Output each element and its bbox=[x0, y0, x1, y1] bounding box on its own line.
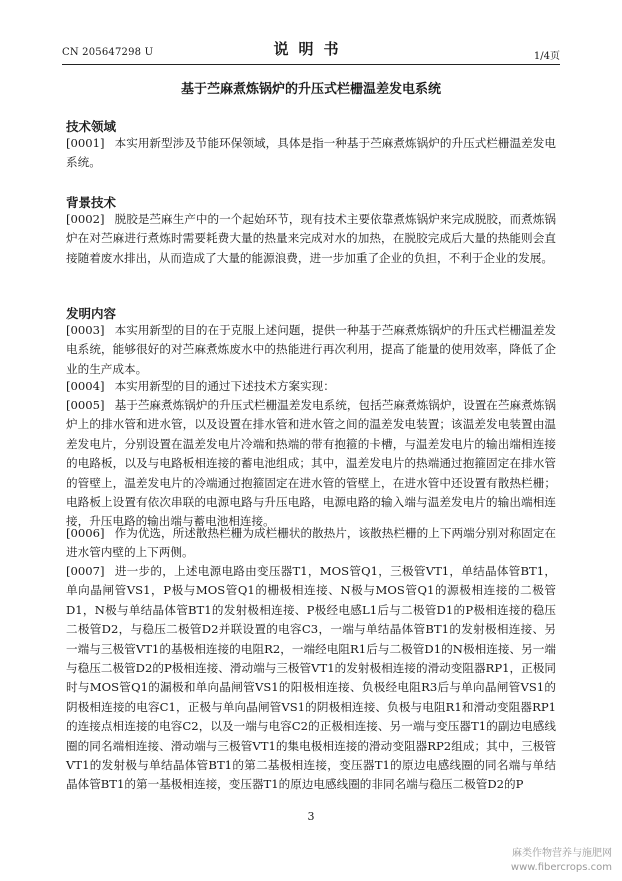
paragraph-text: 本实用新型涉及节能环保领域，具体是指一种基于苎麻煮炼锅炉的升压式栏栅温差发电系统。 bbox=[66, 136, 556, 170]
patent-number: CN 205647298 U bbox=[62, 47, 154, 58]
paragraph-text: 作为优选，所述散热栏栅为成栏栅状的散热片，该散热栏栅的上下两端分别对称固定在进水管内壁的上下两侧。 bbox=[66, 526, 556, 560]
paragraph-text: 脱胶是苎麻生产中的一个起始环节，现有技术主要依靠煮炼锅炉来完成脱胶，而煮炼锅炉在对苎麻进行煮炼时需要耗费大量的热量来完成对水的加热，在脱胶完成后大量的热能则会直接随着废水排出，从而造成了大量的能源浪费，进一步加重了企业的负担，不利于企业的发展。 bbox=[66, 212, 556, 265]
paragraph-number: [0007] bbox=[66, 564, 105, 578]
paragraph-number: [0005] bbox=[66, 398, 105, 412]
paragraph-number: [0002] bbox=[66, 212, 105, 226]
page-number: 3 bbox=[307, 810, 315, 823]
site-watermark bbox=[511, 847, 612, 875]
section-heading-background: 背景技术 bbox=[66, 195, 117, 210]
paragraph-number: [0006] bbox=[66, 526, 105, 540]
paragraph-number: [0004] bbox=[66, 379, 105, 393]
paragraph-0006 bbox=[66, 524, 556, 563]
paragraph-0007 bbox=[66, 562, 556, 795]
section-heading-summary: 发明内容 bbox=[66, 306, 117, 321]
header-divider bbox=[62, 64, 560, 65]
page-info: 1/4页 bbox=[533, 51, 560, 62]
paragraph-text: 本实用新型的目的在于克服上述问题，提供一种基于苎麻煮炼锅炉的升压式栏栅温差发电系统，能够很好的对苎麻煮炼废水中的热能进行再次利用，提高了能量的使用效率，降低了企业的生产成本。 bbox=[66, 323, 556, 376]
page-header bbox=[62, 38, 560, 66]
paragraph-0002 bbox=[66, 210, 556, 268]
document-type: 说明书 bbox=[273, 40, 349, 58]
watermark-url: www.fibercrops.com bbox=[510, 862, 612, 873]
document-title: 基于苎麻煮炼锅炉的升压式栏栅温差发电系统 bbox=[180, 82, 441, 97]
paragraph-number: [0003] bbox=[66, 323, 105, 337]
paragraph-0005 bbox=[66, 396, 556, 532]
paragraph-0004 bbox=[66, 377, 556, 396]
watermark-name: 麻类作物营养与施肥网 bbox=[512, 848, 612, 859]
paragraph-0001 bbox=[66, 134, 556, 173]
paragraph-number: [0001] bbox=[66, 136, 105, 150]
paragraph-0003 bbox=[66, 321, 556, 379]
paragraph-text: 进一步的，上述电源电路由变压器T1，MOS管Q1，三极管VT1，单结晶体管BT1，单向晶闸管VS1，P极与MOS管Q1的栅极相连接、N极与MOS管Q1的源极相连接的二极管D1，N极与单结晶体管BT1的发射极相连接、P极经电感L1后与二极管D1的P极相连接的稳压二极管D2，与稳压二极管D2并联设置的电容C3，一端与单结晶体管BT1的发射极相连接、另一端与三极管VT1的基极相连接的电阻R2，一端经电阻R1后与二极管D1的N极相连接、另一端与稳压二极管D2的P极相连接、滑动端与三极管VT1的发射极相连接的滑动变阻器RP1，正极同时与MOS管Q1的漏极和单向晶闸管VS1的阳极相连接、负极经电阻R3后与单向晶闸管VS1的阴极相连接的电容C1，正极与单向晶闸管VS1的阴极相连接、负极与电阻R1和滑动变阻器RP1的连接点相连接的电容C2，以及一端与电容C2的正极相连接、另一端与变压器T1的副边电感线圈的同名端相连接、滑动端与三极管VT1的集电极相连接的滑动变阻器RP2组成；其中，三极管VT1的发射极与单结晶体管BT1的第二基极相连接，变压器T1的原边电感线圈的同名端与单结晶体管BT1的第一基极相连接，变压器T1的原边电感线圈的非同名端与稳压二极管D2的P bbox=[66, 564, 556, 792]
section-heading-tech-field: 技术领域 bbox=[66, 119, 117, 134]
paragraph-text: 本实用新型的目的通过下述技术方案实现： bbox=[114, 379, 335, 393]
paragraph-text: 基于苎麻煮炼锅炉的升压式栏栅温差发电系统，包括苎麻煮炼锅炉，设置在苎麻煮炼锅炉上的排水管和进水管，以及设置在排水管和进水管之间的温差发电装置；该温差发电装置由温差发电片，分别设置在温差发电片冷端和热端的带有抱箍的卡槽，与温差发电片的输出端相连接的电路板，以及与电路板相连接的蓄电池组成；其中，温差发电片的热端通过抱箍固定在排水管的管壁上，温差发电片的冷端通过抱箍固定在进水管的管壁上，在进水管中还设置有散热栏栅；电路板上设置有依次串联的电源电路与升压电路，电源电路的输入端与温差发电片的输出端相连接，升压电路的输出端与蓄电池相连接。 bbox=[66, 398, 556, 529]
